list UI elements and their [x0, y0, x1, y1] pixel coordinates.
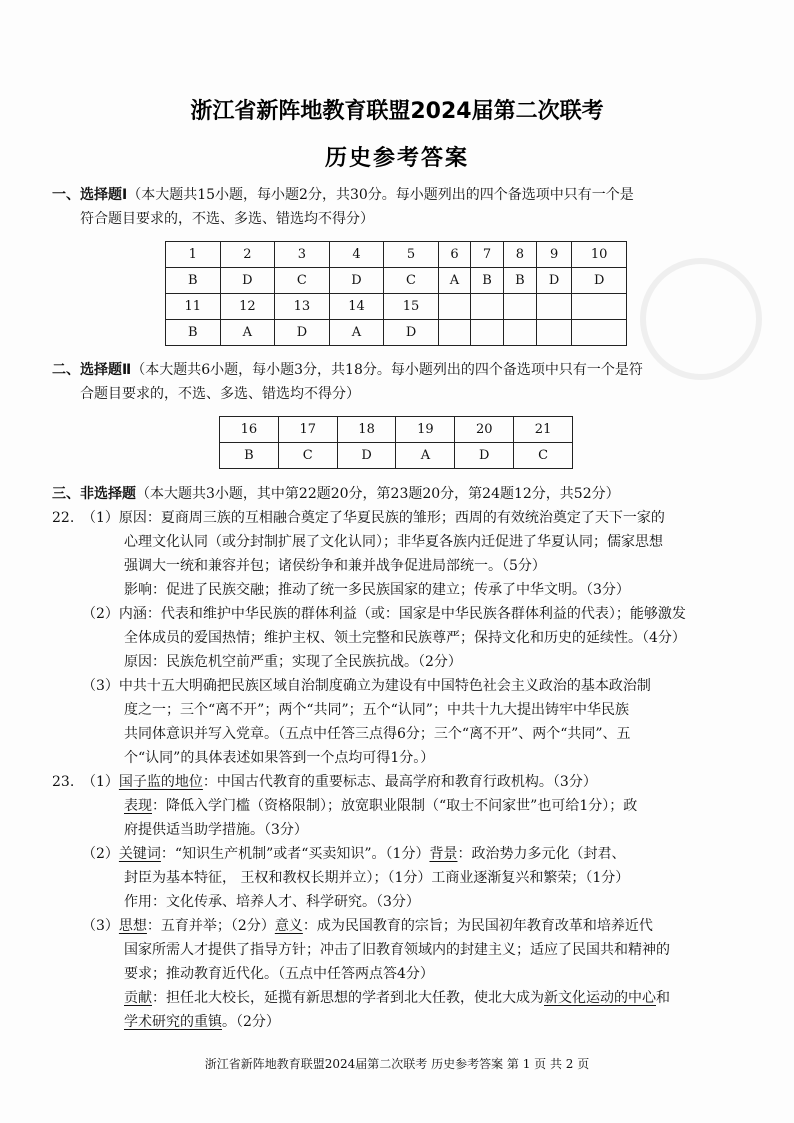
q23-part1-line — [82, 770, 597, 795]
answer-cell: D — [329, 268, 384, 294]
q23-part3-line — [82, 914, 653, 939]
q23-keyword-xinwenhua: 新文化运动的中心 — [544, 990, 656, 1006]
q23-part2-text: ：政治势力多元化（封君、 — [457, 846, 626, 862]
section1-note-cont: 符合题目要求的，不选、多选、错选均不得分） — [80, 211, 374, 227]
section2-heading: 二、选择题Ⅱ — [52, 362, 132, 378]
section3-note: （本大题共3小题，其中第22题20分，第23题20分，第24题12分，共52分） — [136, 486, 620, 502]
section2-note-cont: 合题目要求的，不选、多选、错选均不得分） — [80, 386, 360, 402]
page-footer: 浙江省新阵地教育联盟2024届第二次联考 历史参考答案 第 1 页 共 2 页 — [204, 1057, 590, 1071]
empty-cell — [572, 294, 627, 320]
question-number: 8 — [503, 242, 536, 268]
answer-cell: C — [278, 443, 337, 469]
answer-cell: A — [438, 268, 470, 294]
answer-cell: A — [220, 320, 275, 346]
empty-cell — [572, 320, 627, 346]
q23-part3-text: ：五育并举；（2分） — [146, 918, 275, 934]
answer-cell: D — [384, 320, 439, 346]
question-number: 16 — [220, 417, 279, 443]
section3-header — [52, 482, 752, 507]
empty-cell — [471, 320, 504, 346]
q23-keyword-yiyi: 意义 — [274, 918, 303, 934]
q23-part3-text: ：担任北大校长，延揽有新思想的学者到北大任教，使北大成为 — [152, 990, 544, 1006]
q23-part1-text: ：降低入学门槛（资格限制）；放宽职业限制（“取士不问家世”也可给1分）；政 — [152, 798, 638, 814]
question-number: 17 — [278, 417, 337, 443]
question-number: 13 — [275, 294, 330, 320]
section1-header — [52, 183, 752, 208]
q23-part2-prefix: （2） — [82, 846, 119, 862]
q23-part3-line — [124, 1010, 280, 1035]
question-number: 4 — [329, 242, 384, 268]
answer-cell: B — [220, 443, 279, 469]
section2-header — [52, 358, 752, 383]
empty-cell — [536, 320, 572, 346]
exam-title: 浙江省新阵地教育联盟2024届第二次联考 — [190, 99, 604, 124]
question-number: 14 — [329, 294, 384, 320]
question-number: 15 — [384, 294, 439, 320]
question-number: 18 — [337, 417, 396, 443]
q22-part2-line: （2）内涵：代表和维护中华民族的群体利益（或：国家是中华民族各群体利益的代表）；能够激发 — [82, 606, 686, 622]
empty-cell — [503, 294, 536, 320]
question-number: 19 — [396, 417, 455, 443]
answer-cell: C — [384, 268, 439, 294]
question-number: 10 — [572, 242, 627, 268]
q23-part3-line: 国家所需人才提供了指导方针；冲击了旧教育领域内的封建主义；适应了民国共和精神的 — [124, 942, 670, 958]
q23-number: 23. — [52, 774, 75, 790]
q23-keyword-beijing: 背景 — [429, 846, 458, 862]
q23-part3-text: ：成为民国教育的宗旨；为民国初年教育改革和培养近代 — [302, 918, 653, 934]
answer-cell: B — [471, 268, 504, 294]
q22-part3-line: 个“认同”的具体表述如果答到一个点均可得1分。） — [124, 750, 435, 766]
question-number: 21 — [514, 417, 573, 443]
q23-keyword-xueshu: 学术研究的重镇 — [124, 1014, 222, 1030]
answer-cell: C — [275, 268, 330, 294]
answer-cell: B — [166, 320, 221, 346]
q23-part2-line: 作用：文化传承、培养人才、科学研究。（3分） — [124, 894, 420, 910]
answer-cell: D — [572, 268, 627, 294]
empty-cell — [503, 320, 536, 346]
answer-key-subtitle: 历史参考答案 — [324, 146, 469, 171]
section1-heading: 一、选择题Ⅰ — [52, 187, 128, 203]
table-row — [220, 417, 573, 443]
table-row — [220, 443, 573, 469]
answer-cell: A — [329, 320, 384, 346]
q23-part1-line — [124, 794, 637, 819]
empty-cell — [536, 294, 572, 320]
question-number: 3 — [275, 242, 330, 268]
question-number: 9 — [536, 242, 572, 268]
answer-cell: A — [396, 443, 455, 469]
answer-cell: D — [536, 268, 572, 294]
q23-keyword-guozijian: 国子监的地位 — [118, 774, 203, 790]
q23-part1-prefix: （1） — [82, 774, 119, 790]
section1-answer-table — [165, 241, 627, 346]
q23-part3-text: 和 — [656, 990, 670, 1006]
q22-part1-line: 心理文化认同（或分封制扩展了文化认同）；非华夏各族内迁促进了华夏认同；儒家思想 — [124, 534, 663, 550]
q22-part3-line: 度之一；三个“离不开”；两个“共同”；五个“认同”；中共十九大提出铸牢中华民族 — [124, 702, 629, 718]
q23-part2-text: ：“知识生产机制”或者“买卖知识”。（1分） — [160, 846, 430, 862]
q22-part1-line: 影响：促进了民族交融；推动了统一多民族国家的建立；传承了中华文明。（3分） — [124, 582, 630, 598]
empty-cell — [438, 294, 470, 320]
answer-cell: D — [275, 320, 330, 346]
question-number: 5 — [384, 242, 439, 268]
table-row — [166, 320, 627, 346]
q22-part3-line: 共同体意识并写入党章。（五点中任答三点得6分；三个“离不开”、两个“共同”、五 — [124, 726, 631, 742]
q22-part1-line: 强调大一统和兼容并包；诸侯纷争和兼并战争促进局部统一。（5分） — [124, 558, 546, 574]
answer-cell: B — [503, 268, 536, 294]
section2-answer-table — [219, 416, 573, 469]
q22-part1-line: （1）原因：夏商周三族的互相融合奠定了华夏民族的雏形；西周的有效统治奠定了天下一家的 — [82, 510, 665, 526]
question-number: 7 — [471, 242, 504, 268]
q22-part3-line: （3）中共十五大明确把民族区域自治制度确立为建设有中国特色社会主义政治的基本政治制 — [82, 678, 651, 694]
q22-part2-line: 原因：民族危机空前严重；实现了全民族抗战。（2分） — [124, 654, 462, 670]
table-row — [166, 294, 627, 320]
question-number: 2 — [220, 242, 275, 268]
q22-part2-line: 全体成员的爱国热情；维护主权、领土完整和民族尊严；保持文化和历史的延续性。（4分） — [124, 630, 686, 646]
q23-part1-text: ：中国古代教育的重要标志、最高学府和教育行政机构。（3分） — [202, 774, 597, 790]
section3-heading: 三、非选择题 — [52, 486, 136, 502]
question-number: 20 — [455, 417, 514, 443]
q23-part3-line — [124, 986, 670, 1011]
answer-cell: B — [166, 268, 221, 294]
answer-cell: D — [455, 443, 514, 469]
q23-keyword-gongxian: 贡献 — [124, 990, 152, 1006]
question-number: 1 — [166, 242, 221, 268]
table-row — [166, 242, 627, 268]
answer-cell: C — [514, 443, 573, 469]
q23-part2-line — [82, 842, 625, 867]
table-row — [166, 268, 627, 294]
q23-part2-line: 封臣为基本特征， 王权和教权长期并立）；（1分）工商业逐渐复兴和繁荣；（1分） — [124, 870, 630, 886]
q23-part3-text: 。（2分） — [222, 1014, 280, 1030]
q23-keyword-sixiang: 思想 — [118, 918, 147, 934]
answer-cell: D — [337, 443, 396, 469]
q23-part1-line: 府提供适当助学措施。（3分） — [124, 822, 308, 838]
q23-keyword-biaoxian: 表现 — [124, 798, 152, 814]
question-number: 6 — [438, 242, 470, 268]
empty-cell — [438, 320, 470, 346]
answer-cell: D — [220, 268, 275, 294]
q23-keyword-guanjianci: 关键词 — [118, 846, 161, 862]
question-number: 12 — [220, 294, 275, 320]
question-number: 11 — [166, 294, 221, 320]
q22-number: 22. — [52, 510, 75, 526]
q23-part3-prefix: （3） — [82, 918, 119, 934]
section2-note: （本大题共6小题，每小题3分，共18分。每小题列出的四个备选项中只有一个是符 — [131, 362, 643, 378]
q23-part3-line: 要求；推动教育近代化。（五点中任答两点答4分） — [124, 966, 434, 982]
empty-cell — [471, 294, 504, 320]
section1-note: （本大题共15小题，每小题2分，共30分。每小题列出的四个备选项中只有一个是 — [127, 187, 634, 203]
